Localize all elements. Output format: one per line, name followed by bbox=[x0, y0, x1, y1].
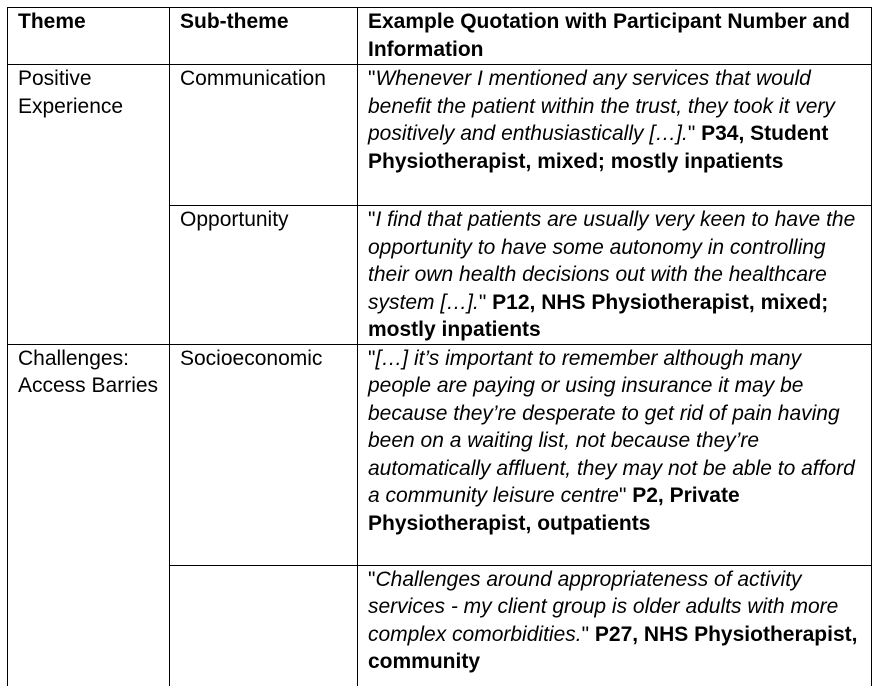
quote-cell bbox=[358, 206, 872, 345]
table-header-row bbox=[8, 8, 872, 65]
table-row bbox=[8, 65, 872, 206]
subtheme-cell bbox=[170, 565, 358, 686]
participant-attribution: P2, Private Physiotherapist, outpatients bbox=[368, 484, 740, 535]
open-quote: " bbox=[368, 567, 376, 591]
open-quote: " bbox=[368, 208, 376, 231]
open-quote: " bbox=[368, 346, 376, 370]
open-quote: " bbox=[368, 67, 376, 90]
theme-cell: Positive Experience bbox=[8, 65, 170, 345]
header-quote: Example Quotation with Participant Number and Information bbox=[358, 8, 872, 65]
close-quote: " bbox=[618, 484, 633, 507]
quote-text: I find that patients are usually very keen to have the opportunity to have some autonomy in controlling their own health decisions out with the healthcare system […]. bbox=[368, 208, 856, 314]
themes-table bbox=[7, 7, 872, 686]
subtheme-cell: Opportunity bbox=[170, 206, 358, 345]
quote-cell bbox=[358, 565, 872, 686]
theme-cell: Challenges: Access Barries bbox=[8, 344, 170, 686]
quote-text: […] it’s important to remember although many people are paying or using insurance it may be because they’re desperate to get rid of pain having been on a waiting list, not because they’re automatically affluent, they may not be able to afford a community leisure centre bbox=[368, 346, 855, 507]
quote-cell bbox=[358, 344, 872, 565]
close-quote: " bbox=[581, 622, 595, 646]
header-subtheme: Sub-theme bbox=[170, 8, 358, 65]
participant-attribution: P12, NHS Physiotherapist, mixed; mostly inpatients bbox=[368, 290, 829, 341]
quote-text: Challenges around appropriateness of activity services - my client group is older adults with more complex comorbidities. bbox=[368, 567, 839, 646]
participant-attribution: P34, Student Physiotherapist, mixed; mostly inpatients bbox=[368, 122, 829, 173]
close-quote: " bbox=[478, 290, 493, 314]
subtheme-cell: Socioeconomic bbox=[170, 344, 358, 565]
quote-cell bbox=[358, 65, 872, 206]
close-quote: " bbox=[687, 122, 702, 145]
subtheme-cell: Communication bbox=[170, 65, 358, 206]
header-theme: Theme bbox=[8, 8, 170, 65]
table-row bbox=[8, 344, 872, 565]
quote-text: Whenever I mentioned any services that would benefit the patient within the trust, they took it very positively and enthusiastically […]. bbox=[368, 67, 835, 145]
participant-attribution: P27, NHS Physiotherapist, community bbox=[368, 622, 858, 673]
